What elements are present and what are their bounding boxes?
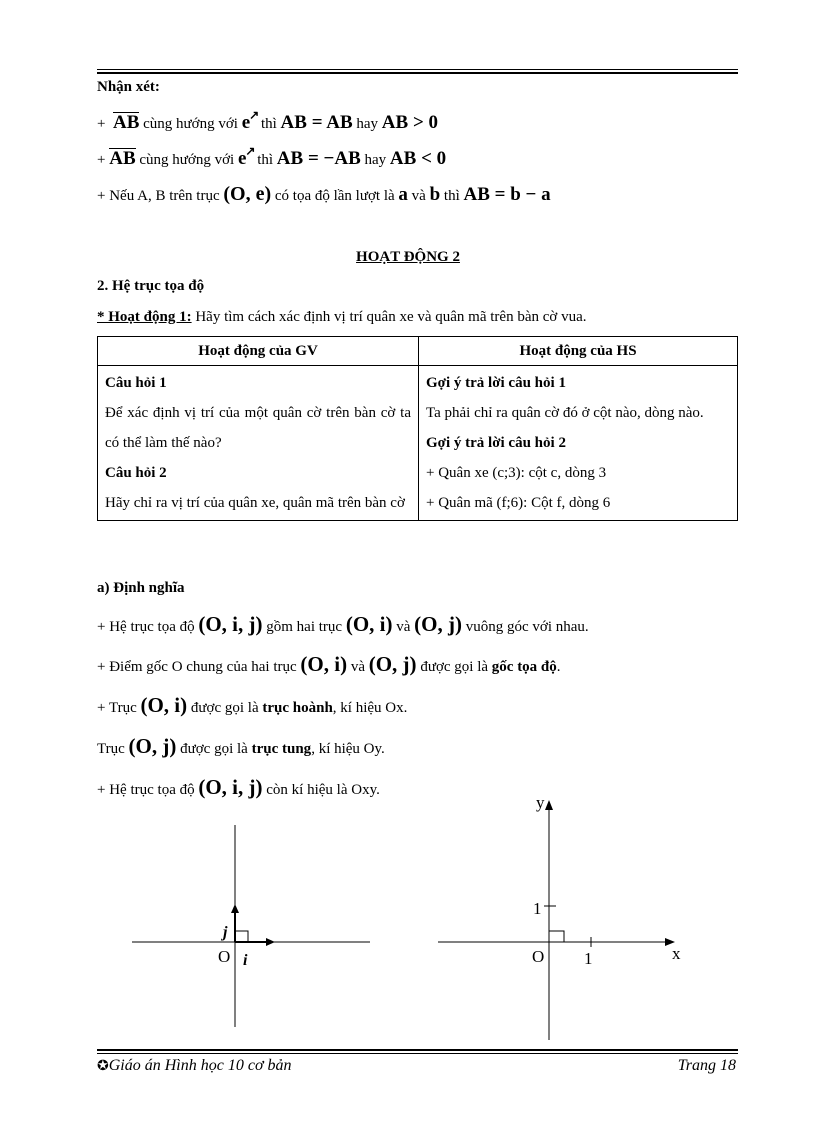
right-angle-mark bbox=[235, 931, 248, 942]
axis-o-j: (O, j) bbox=[368, 652, 417, 676]
term-origin: gốc tọa độ bbox=[491, 659, 557, 675]
axis-o-i: (O, i) bbox=[345, 612, 393, 636]
axis-o-e: (O, e) bbox=[223, 183, 272, 205]
footer-left bbox=[97, 1057, 291, 1075]
question-cell bbox=[98, 366, 419, 521]
vector-j-label: j bbox=[223, 924, 228, 941]
y-tick-label: 1 bbox=[533, 899, 542, 918]
footer-rule-top bbox=[97, 1049, 738, 1051]
definition-line-2: + Điểm gốc O chung của hai trục (O, i) và (O, j) được gọi là gốc tọa độ. bbox=[97, 652, 561, 676]
origin-label: O bbox=[532, 947, 545, 966]
header-rule-bottom bbox=[97, 72, 738, 74]
vector-i-label: i bbox=[243, 952, 248, 969]
section-title: 2. Hệ trục tọa độ bbox=[97, 278, 205, 294]
remark-line-3: + Nếu A, B trên trục (O, e) có tọa độ lần lượt là a và b thì AB = b − a bbox=[97, 183, 551, 205]
coord-a: a bbox=[398, 184, 408, 205]
vector-i-arrowhead bbox=[266, 938, 275, 946]
remark-line-2: + AB cùng hướng với e↗ thì AB = −AB hay AB < 0 bbox=[97, 144, 447, 169]
equation-ab: AB = −AB bbox=[276, 148, 361, 169]
answer-1-text: Ta phải chỉ ra quân cờ đó ở cột nào, dòng nào. bbox=[426, 405, 704, 421]
term-ordinate: trục tung bbox=[251, 741, 312, 757]
answer-1-title: Gợi ý trả lời câu hỏi 1 bbox=[426, 375, 566, 391]
figure-oxy bbox=[430, 790, 700, 1045]
footer-title: Giáo án Hình học 10 cơ bản bbox=[108, 1057, 292, 1074]
vector-ab: AB bbox=[112, 112, 140, 133]
vector-e: e↗ bbox=[237, 144, 254, 169]
equation-ab: AB = AB bbox=[280, 112, 353, 133]
vector-e: e↗ bbox=[241, 108, 258, 133]
figure-unit-vectors bbox=[120, 815, 390, 1035]
y-axis-arrowhead bbox=[545, 800, 553, 810]
question-1-text: Để xác định vị trí của một quân cờ trên bàn cờ ta có thể làm thế nào? bbox=[105, 405, 411, 451]
system-o-i-j: (O, i, j) bbox=[198, 612, 263, 636]
definition-line-3: + Trục (O, i) được gọi là trục hoành, kí hiệu Ox. bbox=[97, 693, 408, 717]
x-tick-label: 1 bbox=[584, 949, 593, 968]
axis-o-i: (O, i) bbox=[300, 652, 348, 676]
answer-cell bbox=[419, 366, 738, 521]
y-axis-label: y bbox=[536, 793, 545, 812]
header-hs: Hoạt động của HS bbox=[419, 337, 738, 366]
activity-heading: HOẠT ĐỘNG 2 bbox=[356, 249, 460, 265]
result-ab: AB < 0 bbox=[389, 148, 447, 169]
definition-line-1: + Hệ trục tọa độ (O, i, j) gồm hai trục (O, i) và (O, j) vuông góc với nhau. bbox=[97, 612, 589, 636]
x-axis-label: x bbox=[672, 944, 681, 963]
result-ab: AB > 0 bbox=[381, 112, 439, 133]
axis-o-j: (O, j) bbox=[414, 612, 462, 636]
system-o-i-j: (O, i, j) bbox=[198, 775, 263, 799]
activity-label: * Hoạt động 1: bbox=[97, 309, 192, 325]
footer-rule-bottom bbox=[97, 1053, 738, 1054]
axis-o-j: (O, j) bbox=[128, 734, 177, 758]
answer-2-line-1: + Quân xe (c;3): cột c, dòng 3 bbox=[426, 465, 607, 481]
activity-table bbox=[97, 336, 738, 521]
header-gv: Hoạt động của GV bbox=[98, 337, 419, 366]
definition-line-5: + Hệ trục tọa độ (O, i, j) còn kí hiệu là Oxy. bbox=[97, 775, 380, 799]
question-2-title: Câu hỏi 2 bbox=[105, 465, 167, 481]
activity-text: Hãy tìm cách xác định vị trí quân xe và quân mã trên bàn cờ vua. bbox=[195, 309, 587, 325]
definition-line-4: Trục (O, j) được gọi là trục tung, kí hiệu Oy. bbox=[97, 734, 385, 758]
result-ab-diff: AB = b − a bbox=[463, 184, 551, 205]
vector-j-arrowhead bbox=[231, 904, 239, 913]
origin-label: O bbox=[218, 947, 231, 966]
axis-o-i: (O, i) bbox=[140, 693, 188, 717]
activity-line bbox=[97, 307, 586, 327]
question-1-title: Câu hỏi 1 bbox=[105, 375, 167, 391]
vector-ab: AB bbox=[109, 148, 136, 169]
right-angle-mark bbox=[549, 931, 564, 942]
coord-b: b bbox=[429, 184, 441, 205]
remarks-title: Nhận xét: bbox=[97, 79, 160, 95]
term-abscissa: trục hoành bbox=[262, 700, 333, 716]
header-rule-top bbox=[97, 69, 738, 70]
answer-2-line-2: + Quân mã (f;6): Cột f, dòng 6 bbox=[426, 495, 611, 511]
question-2-text: Hãy chỉ ra vị trí của quân xe, quân mã trên bàn cờ bbox=[105, 495, 405, 511]
answer-2-title: Gợi ý trả lời câu hỏi 2 bbox=[426, 435, 566, 451]
footer-bullet-icon: ✪ bbox=[97, 1059, 109, 1074]
remark-line-1: + AB cùng hướng với e↗ thì AB = AB hay AB > 0 bbox=[97, 108, 439, 133]
page-number: Trang 18 bbox=[677, 1057, 736, 1074]
definition-title: a) Định nghĩa bbox=[97, 580, 185, 596]
